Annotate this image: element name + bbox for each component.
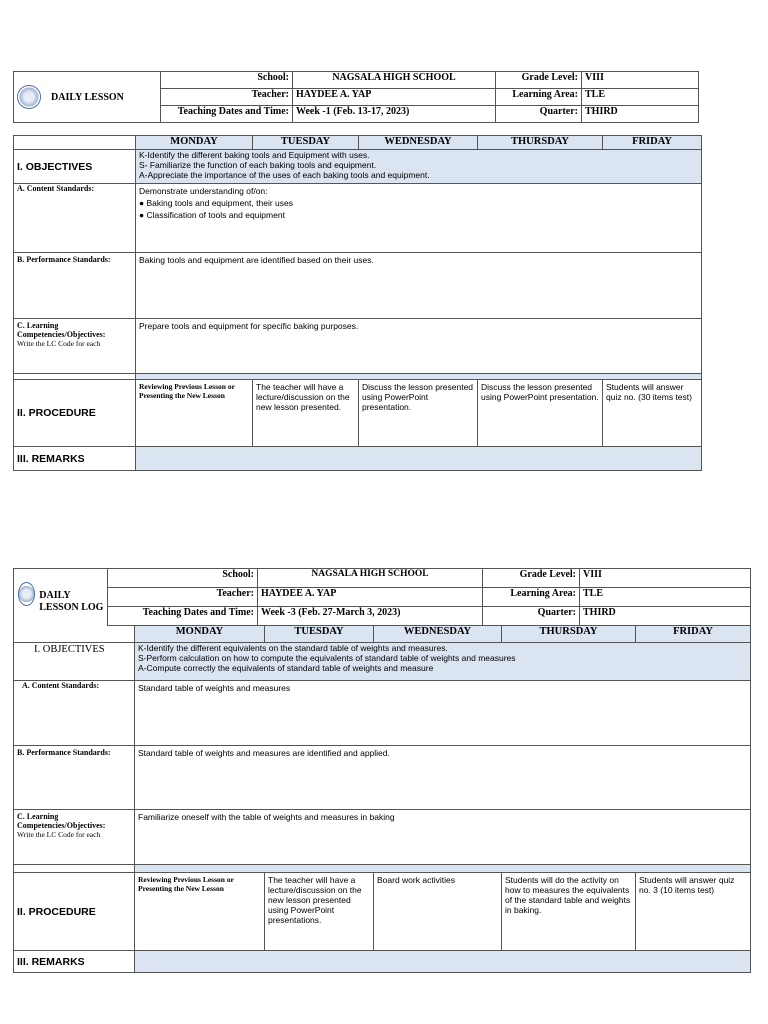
procedure-reviewing-label: Reviewing Previous Lesson or Presenting the New Lesson (135, 873, 265, 951)
dates-label: Teaching Dates and Time: (108, 607, 258, 626)
day-thursday: THURSDAY (478, 136, 603, 150)
remarks-label: III. REMARKS (14, 447, 136, 471)
objective-k: K-Identify the different equivalents on the standard table of weights and measures. (138, 643, 448, 653)
day-monday: MONDAY (135, 626, 265, 643)
performance-standards-label: B. Performance Standards: (14, 253, 136, 319)
quarter-label: Quarter: (483, 607, 580, 626)
procedure-label: II. PROCEDURE (14, 873, 135, 951)
performance-standards-label: B. Performance Standards: (14, 746, 135, 810)
school-label: School: (161, 72, 293, 89)
plan2-header (13, 568, 751, 626)
plan1-title-cell (14, 72, 161, 123)
quarter-label: Quarter: (496, 106, 582, 123)
learning-competencies-cell-label (14, 810, 135, 865)
deped-seal-icon (18, 582, 35, 606)
area-label: Learning Area: (483, 588, 580, 607)
plan1-header (13, 71, 699, 123)
procedure-tuesday: The teacher will have a lecture/discussion on the new lesson presented. (253, 380, 359, 447)
objective-k: K-Identify the different baking tools and Equipment with uses. (139, 150, 370, 160)
plan2-title-cell (14, 569, 108, 626)
procedure-friday: Students will answer quiz no. (30 items test) (603, 380, 702, 447)
day-friday: FRIDAY (603, 136, 702, 150)
remarks-cell (135, 951, 751, 973)
objectives-label: I. OBJECTIVES (14, 150, 136, 184)
objective-a: A-Appreciate the importance of the uses of each baking tools and equipment. (139, 170, 430, 180)
teacher-value: HAYDEE A. YAP (258, 588, 483, 607)
plan1-title: DAILY LESSON (51, 91, 124, 103)
day-friday: FRIDAY (636, 626, 751, 643)
grade-label: Grade Level: (483, 569, 580, 588)
school-value: NAGSALA HIGH SCHOOL (293, 72, 496, 89)
area-value: TLE (582, 89, 699, 106)
plan1-body (13, 135, 702, 471)
learning-competencies-label: C. Learning Competencies/Objectives: (17, 812, 106, 830)
objective-s: S-Perform calculation on how to compute the equivalents of standard table of weights and measures (138, 653, 516, 663)
learning-competencies-cell: Prepare tools and equipment for specific baking purposes. (136, 319, 702, 374)
objectives-label: I. OBJECTIVES (14, 643, 135, 681)
day-thursday: THURSDAY (502, 626, 636, 643)
performance-standards-cell: Standard table of weights and measures are identified and applied. (135, 746, 751, 810)
school-label: School: (108, 569, 258, 588)
procedure-thursday: Discuss the lesson presented using PowerPoint presentation. (478, 380, 603, 447)
content-standards-label: A. Content Standards: (14, 681, 135, 746)
teacher-label: Teacher: (161, 89, 293, 106)
content-standards-cell: Standard table of weights and measures (135, 681, 751, 746)
objective-s: S- Familiarize the function of each baking tools and equipment. (139, 160, 377, 170)
procedure-thursday: Students will do the activity on how to measures the equivalents of the standard table and weights in baking. (502, 873, 636, 951)
remarks-label: III. REMARKS (14, 951, 135, 973)
day-tuesday: TUESDAY (253, 136, 359, 150)
objective-a: A-Compute correctly the equivalents of standard table of weights and measure (138, 663, 434, 673)
content-line: Demonstrate understanding of/on: (139, 186, 268, 196)
day-monday: MONDAY (136, 136, 253, 150)
content-line: ● Baking tools and equipment, their uses (139, 198, 293, 208)
grade-label: Grade Level: (496, 72, 582, 89)
learning-competencies-label: C. Learning Competencies/Objectives: (17, 321, 106, 339)
procedure-wednesday: Discuss the lesson presented using PowerPoint presentation. (359, 380, 478, 447)
objectives-cell (135, 643, 751, 681)
lc-code-note: Write the LC Code for each (17, 339, 101, 348)
teacher-label: Teacher: (108, 588, 258, 607)
deped-seal-icon (17, 85, 41, 109)
plan2-body (13, 625, 751, 973)
quarter-value: THIRD (580, 607, 751, 626)
procedure-tuesday: The teacher will have a lecture/discussion on the new lesson presented using PowerPoint presentations. (265, 873, 374, 951)
learning-competencies-cell-label (14, 319, 136, 374)
plan2-title: DAILY LESSON LOG (39, 590, 104, 614)
content-standards-cell (136, 184, 702, 253)
grade-value: VIII (582, 72, 699, 89)
teacher-value: HAYDEE A. YAP (293, 89, 496, 106)
content-standards-label: A. Content Standards: (14, 184, 136, 253)
dates-value: Week -1 (Feb. 13-17, 2023) (293, 106, 496, 123)
dates-value: Week -3 (Feb. 27-March 3, 2023) (258, 607, 483, 626)
quarter-value: THIRD (582, 106, 699, 123)
day-wednesday: WEDNESDAY (359, 136, 478, 150)
procedure-reviewing-label: Reviewing Previous Lesson or Presenting the New Lesson (136, 380, 253, 447)
procedure-wednesday: Board work activities (374, 873, 502, 951)
remarks-cell (136, 447, 702, 471)
day-tuesday: TUESDAY (265, 626, 374, 643)
lc-code-note: Write the LC Code for each (17, 830, 101, 839)
procedure-label: II. PROCEDURE (14, 380, 136, 447)
grade-value: VIII (580, 569, 751, 588)
area-value: TLE (580, 588, 751, 607)
procedure-friday: Students will answer quiz no. 3 (10 items test) (636, 873, 751, 951)
performance-standards-cell: Baking tools and equipment are identified based on their uses. (136, 253, 702, 319)
learning-competencies-cell: Familiarize oneself with the table of weights and measures in baking (135, 810, 751, 865)
objectives-cell (136, 150, 702, 184)
content-line: ● Classification of tools and equipment (139, 210, 285, 220)
day-wednesday: WEDNESDAY (374, 626, 502, 643)
school-value: NAGSALA HIGH SCHOOL (258, 569, 483, 588)
area-label: Learning Area: (496, 89, 582, 106)
dates-label: Teaching Dates and Time: (161, 106, 293, 123)
